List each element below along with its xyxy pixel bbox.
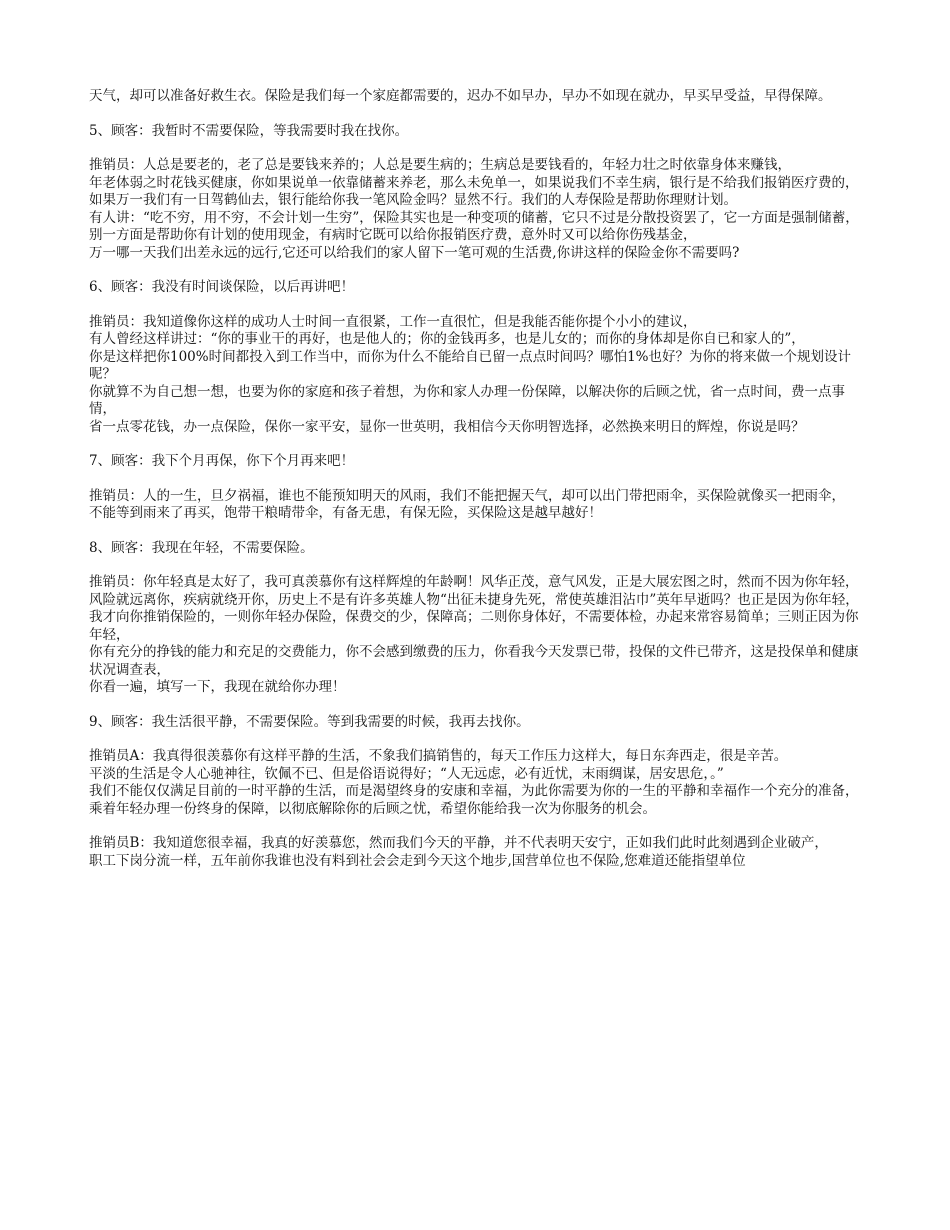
text-line: 省一点零花钱，办一点保险，保你一家平安，显你一世英明，我相信今天你明智选择，必然换来明日的辉煌，你说是吗？ [89, 418, 805, 435]
text-line: 不能等到雨来了再买，饱带干粮晴带伞，有备无患，有保无险，买保险这是越早越好！ [89, 505, 602, 521]
text-line: 5、顾客：我暂时不需要保险，等我需要时我在找你。 [89, 122, 409, 139]
text-line: 你看一遍，填写一下，我现在就给你办理！ [89, 679, 346, 695]
paragraph [89, 157, 859, 262]
text-line: 推销员：你年轻真是太好了，我可真羡慕你有这样辉煌的年龄啊！风华正茂，意气风发，正是大展宏图之时，然而不因为你年轻， [89, 574, 859, 590]
text-line: 推销员A：我真得很羡慕你有这样平静的生活，不象我们搞销售的，每天工作压力这样大，每日东奔西走，很是辛苦。 [89, 748, 788, 764]
text-line: 别一方面是帮助你有计划的使用现金，有病时它既可以给你报销医疗费，意外时又可以给你伤残基金， [89, 227, 697, 243]
text-line: 7、顾客：我下个月再保，你下个月再来吧！ [89, 453, 355, 469]
text-line: 风险就远离你，疾病就绕开你，历史上不是有许多英雄人物“出征未捷身先死，常使英雄泪沾巾”英年早逝吗？也正是因为你年轻， [89, 591, 859, 608]
paragraph [89, 314, 859, 437]
paragraph [89, 279, 859, 297]
text-line: 9、顾客：我生活很平静，不需要保险。等到我需要的时候，我再去找你。 [89, 713, 530, 730]
text-line: 如果万一我们有一日驾鹤仙去，银行能给你我一笔风险金吗？显然不行。我们的人寿保险是帮助你理财计划。 [89, 192, 737, 208]
text-line: 6、顾客：我没有时间谈保险，以后再讲吧！ [89, 279, 355, 295]
text-line: 推销员：人总是要老的，老了总是要钱来养的；人总是要生病的；生病总是要钱看的，年轻力壮之时依靠身体来赚钱， [89, 157, 791, 173]
text-line: 推销员B：我知道您很幸福，我真的好羡慕您，然而我们今天的平静，并不代表明天安宁，正如我们此时此刻遇到企业破产， [89, 835, 828, 851]
paragraph [89, 835, 859, 870]
paragraph [89, 488, 859, 523]
text-line: 万一哪一天我们出差永远的远行,它还可以给我们的家人留下一笔可观的生活费,你讲这样的保险金你不需要吗? [89, 244, 740, 261]
paragraph [89, 123, 859, 141]
text-line: 有人讲：“吃不穷，用不穷，不会计划一生穷”，保险其实也是一种变项的储蓄，它只不过是分散投资罢了，它一方面是强制储蓄， [89, 209, 859, 226]
text-line: 8、顾客：我现在年轻，不需要保险。 [89, 539, 314, 556]
text-line: 职工下岗分流一样，五年前你我谁也没有料到社会会走到今天这个地步,国营单位也不保险,您难道还能指望单位 [89, 852, 746, 869]
text-line: 有人曾经这样讲过：“你的事业干的再好，也是他人的；你的金钱再多，也是儿女的；而你的身体却是你自已和家人的”， [89, 331, 805, 347]
paragraph [89, 574, 859, 697]
document-page [89, 88, 859, 887]
text-line: 推销员：人的一生，旦夕祸福，谁也不能预知明天的风雨，我们不能把握天气，却可以出门带把雨伞，买保险就像买一把雨伞， [89, 487, 845, 504]
paragraph [89, 453, 859, 471]
paragraph [89, 714, 859, 732]
text-line: 天气，却可以准备好救生衣。保险是我们每一个家庭都需要的，迟办不如早办，早办不如现在就办，早买早受益，早得保障。 [89, 88, 832, 104]
text-line: 我才向你推销保险的，一则你年轻办保险，保费交的少，保障高；二则你身体好，不需要体检，办起来常容易简单；三则正因为你年轻， [89, 609, 859, 643]
text-line: 年老体弱之时花钱买健康，你如果说单一依靠储蓄来养老，那么未免单一，如果说我们不幸生病，银行是不给我们报销医疗费的， [89, 174, 859, 191]
text-line: 你是这样把你100%时间都投入到工作当中，而你为什么不能给自已留一点点时间吗？哪怕1%也好？为你的将来做一个规划设计呢？ [89, 348, 852, 382]
text-line: 你就算不为自己想一想，也要为你的家庭和孩子着想，为你和家人办理一份保障，以解决你的后顾之忧，省一点时间，费一点事情， [89, 383, 845, 417]
text-line: 平淡的生活是令人心驰神往，钦佩不已、但是俗语说得好；“人无远虑，必有近忧，末雨绸谋，居安思危，。” [89, 765, 724, 782]
paragraph [89, 540, 859, 558]
text-line: 你有充分的挣钱的能力和充足的交费能力，你不会感到缴费的压力，你看我今天发票已带，投保的文件已带齐，这是投保单和健康状况调查表， [89, 644, 859, 678]
paragraph [89, 748, 859, 818]
text-line: 乘着年轻办理一份终身的保障，以彻底解除你的后顾之忧，希望你能给我一次为你服务的机会。 [89, 800, 656, 817]
text-line: 推销员：我知道像你这样的成功人士时间一直很紧，工作一直很忙，但是我能否能你提个小小的建议， [89, 313, 697, 330]
text-line: 我们不能仅仅满足目前的一时平静的生活，而是渴望终身的安康和幸福，为此你需要为你的一生的平静和幸福作一个充分的准备， [89, 783, 859, 799]
paragraph [89, 88, 859, 106]
